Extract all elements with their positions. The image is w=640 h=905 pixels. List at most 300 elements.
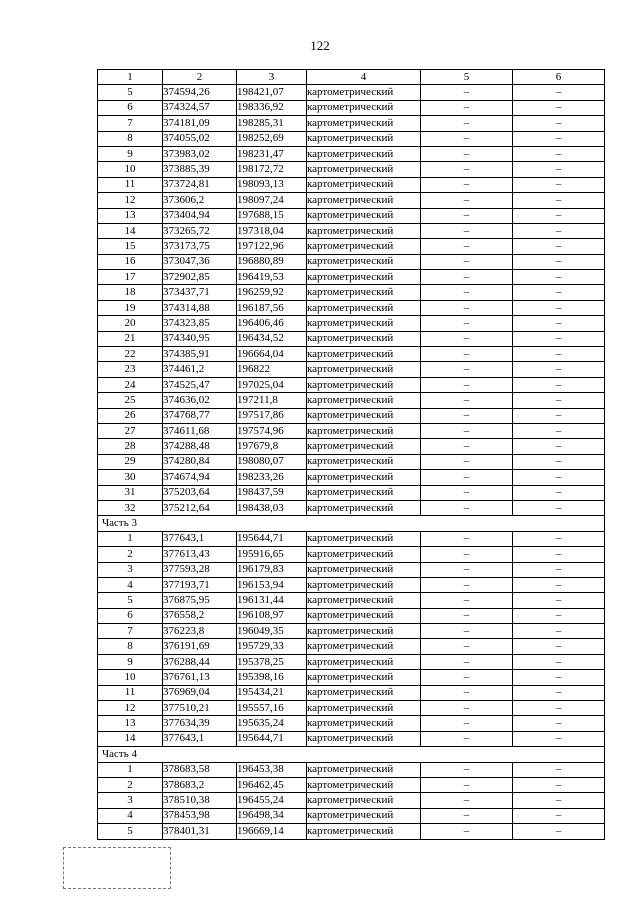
table-cell: – — [421, 470, 513, 485]
table-cell: 12 — [98, 701, 163, 716]
table-cell: 197688,15 — [237, 208, 307, 223]
table-cell: картометрический — [307, 824, 421, 839]
table-cell: – — [513, 254, 605, 269]
table-row — [98, 500, 605, 515]
table-row — [98, 454, 605, 469]
table-cell: 195644,71 — [237, 731, 307, 746]
table-cell: – — [421, 177, 513, 192]
table-cell: 197517,86 — [237, 408, 307, 423]
table-cell: картометрический — [307, 439, 421, 454]
table-cell: 377634,39 — [163, 716, 237, 731]
section-title-row — [98, 747, 605, 762]
table-cell: – — [421, 716, 513, 731]
table-cell: 17 — [98, 270, 163, 285]
table-row — [98, 223, 605, 238]
table-cell: – — [513, 239, 605, 254]
table-cell: – — [513, 223, 605, 238]
table-cell: 374525,47 — [163, 377, 237, 392]
table-cell: картометрический — [307, 500, 421, 515]
table-cell: 374324,57 — [163, 100, 237, 115]
table-cell: – — [513, 470, 605, 485]
document-stamp — [63, 847, 171, 889]
table-cell: картометрический — [307, 454, 421, 469]
table-cell: 377643,1 — [163, 731, 237, 746]
table-cell: 196498,34 — [237, 808, 307, 823]
table-cell: картометрический — [307, 531, 421, 546]
table-row — [98, 285, 605, 300]
table-row — [98, 639, 605, 654]
table-cell: 373885,39 — [163, 162, 237, 177]
table-cell: картометрический — [307, 100, 421, 115]
table-cell: картометрический — [307, 762, 421, 777]
table-cell: – — [513, 454, 605, 469]
table-row — [98, 146, 605, 161]
table-cell: картометрический — [307, 423, 421, 438]
table-cell: картометрический — [307, 393, 421, 408]
table-cell: картометрический — [307, 208, 421, 223]
table-cell: картометрический — [307, 177, 421, 192]
table-header-row — [98, 70, 605, 85]
table-cell: – — [513, 716, 605, 731]
table-cell: картометрический — [307, 685, 421, 700]
table-cell: 3 — [98, 562, 163, 577]
table-cell: 378453,98 — [163, 808, 237, 823]
table-cell: 9 — [98, 654, 163, 669]
table-cell: – — [513, 85, 605, 100]
table-cell: картометрический — [307, 239, 421, 254]
page-number: 122 — [310, 38, 330, 53]
table-cell: – — [421, 654, 513, 669]
table-cell: 374181,09 — [163, 116, 237, 131]
table-cell: 197318,04 — [237, 223, 307, 238]
table-cell: картометрический — [307, 608, 421, 623]
table-cell: 376875,95 — [163, 593, 237, 608]
table-cell: картометрический — [307, 654, 421, 669]
table-cell: – — [421, 639, 513, 654]
table-cell: – — [513, 808, 605, 823]
table-cell: 29 — [98, 454, 163, 469]
table-cell: 378683,2 — [163, 777, 237, 792]
table-row — [98, 685, 605, 700]
table-cell: картометрический — [307, 701, 421, 716]
table-cell: – — [513, 208, 605, 223]
table-cell: – — [513, 347, 605, 362]
table-cell: – — [513, 131, 605, 146]
table-cell: – — [421, 316, 513, 331]
table-cell: 13 — [98, 208, 163, 223]
table-cell: 6 — [98, 100, 163, 115]
table-cell: 4 — [98, 808, 163, 823]
table-cell: 196453,38 — [237, 762, 307, 777]
table-cell: – — [513, 177, 605, 192]
table-cell: 195644,71 — [237, 531, 307, 546]
table-cell: – — [513, 531, 605, 546]
table-cell: картометрический — [307, 223, 421, 238]
table-cell: – — [421, 500, 513, 515]
table-cell: 3 — [98, 793, 163, 808]
table-row — [98, 300, 605, 315]
table-row — [98, 331, 605, 346]
table-cell: – — [421, 439, 513, 454]
table-cell: 4 — [98, 577, 163, 592]
table-cell: – — [421, 593, 513, 608]
table-cell: – — [421, 824, 513, 839]
table-cell: картометрический — [307, 131, 421, 146]
table-row — [98, 485, 605, 500]
table-row — [98, 624, 605, 639]
table-cell: – — [421, 270, 513, 285]
table-cell: 196187,56 — [237, 300, 307, 315]
table-cell: – — [421, 777, 513, 792]
table-cell: картометрический — [307, 85, 421, 100]
table-cell: картометрический — [307, 793, 421, 808]
table-cell: 198233,26 — [237, 470, 307, 485]
table-cell: 196822 — [237, 362, 307, 377]
table-cell: 377643,1 — [163, 531, 237, 546]
table-cell: – — [513, 685, 605, 700]
table-cell: картометрический — [307, 593, 421, 608]
table-cell: 378401,31 — [163, 824, 237, 839]
table-cell: – — [513, 316, 605, 331]
table-cell: – — [421, 347, 513, 362]
table-cell: – — [421, 562, 513, 577]
table-cell: – — [513, 393, 605, 408]
table-cell: – — [421, 85, 513, 100]
table-cell: – — [421, 577, 513, 592]
table-cell: картометрический — [307, 162, 421, 177]
table-cell: – — [513, 731, 605, 746]
table-cell: 376558,2 — [163, 608, 237, 623]
table-cell: картометрический — [307, 485, 421, 500]
table-row — [98, 654, 605, 669]
table-cell: 14 — [98, 731, 163, 746]
table-cell: картометрический — [307, 254, 421, 269]
table-cell: – — [513, 670, 605, 685]
table-cell: 196664,04 — [237, 347, 307, 362]
table-cell: 8 — [98, 639, 163, 654]
table-cell: 376761,13 — [163, 670, 237, 685]
table-cell: 374385,91 — [163, 347, 237, 362]
table-row — [98, 470, 605, 485]
table-cell: 374280,84 — [163, 454, 237, 469]
table-cell: картометрический — [307, 270, 421, 285]
table-cell: картометрический — [307, 470, 421, 485]
coordinates-table — [97, 69, 605, 840]
column-header: 1 — [98, 70, 163, 85]
table-cell: картометрический — [307, 347, 421, 362]
table-cell: 195378,25 — [237, 654, 307, 669]
table-cell: 28 — [98, 439, 163, 454]
table-cell: 373724,81 — [163, 177, 237, 192]
table-cell: 376223,8 — [163, 624, 237, 639]
table-row — [98, 85, 605, 100]
table-cell: – — [513, 362, 605, 377]
table-cell: – — [421, 808, 513, 823]
table-cell: 14 — [98, 223, 163, 238]
table-cell: – — [513, 577, 605, 592]
table-cell: 21 — [98, 331, 163, 346]
table-cell: 6 — [98, 608, 163, 623]
table-cell: 18 — [98, 285, 163, 300]
table-cell: 372902,85 — [163, 270, 237, 285]
table-cell: 198285,31 — [237, 116, 307, 131]
table-cell: 373265,72 — [163, 223, 237, 238]
section-title-row — [98, 516, 605, 531]
table-cell: 11 — [98, 177, 163, 192]
table-cell: картометрический — [307, 808, 421, 823]
table-cell: 377510,21 — [163, 701, 237, 716]
table-cell: – — [421, 162, 513, 177]
table-cell: 195398,16 — [237, 670, 307, 685]
table-cell: 198438,03 — [237, 500, 307, 515]
table-row — [98, 239, 605, 254]
table-cell: – — [513, 116, 605, 131]
table-cell: 377193,71 — [163, 577, 237, 592]
table-cell: 16 — [98, 254, 163, 269]
table-cell: картометрический — [307, 362, 421, 377]
table-cell: 2 — [98, 777, 163, 792]
table-row — [98, 808, 605, 823]
table-cell: – — [421, 393, 513, 408]
table-cell: картометрический — [307, 562, 421, 577]
table-cell: 374611,68 — [163, 423, 237, 438]
table-cell: – — [513, 824, 605, 839]
table-cell: 196406,46 — [237, 316, 307, 331]
table-cell: – — [513, 146, 605, 161]
table-cell: – — [513, 423, 605, 438]
table-cell: 11 — [98, 685, 163, 700]
table-cell: картометрический — [307, 624, 421, 639]
table-cell: – — [513, 793, 605, 808]
table-cell: – — [421, 131, 513, 146]
table-cell: 196434,52 — [237, 331, 307, 346]
table-cell: 5 — [98, 824, 163, 839]
table-cell: 195916,65 — [237, 547, 307, 562]
table-row — [98, 393, 605, 408]
table-cell: картометрический — [307, 639, 421, 654]
table-row — [98, 347, 605, 362]
table-cell: 198252,69 — [237, 131, 307, 146]
table-cell: – — [421, 208, 513, 223]
table-cell: – — [421, 116, 513, 131]
table-cell: 12 — [98, 193, 163, 208]
table-cell: 377613,43 — [163, 547, 237, 562]
table-cell: 13 — [98, 716, 163, 731]
table-cell: – — [421, 239, 513, 254]
table-cell: 7 — [98, 624, 163, 639]
table-cell: картометрический — [307, 731, 421, 746]
table-cell: – — [513, 377, 605, 392]
table-cell: – — [421, 377, 513, 392]
table-cell: – — [421, 100, 513, 115]
table-cell: – — [513, 300, 605, 315]
table-row — [98, 377, 605, 392]
table-cell: 27 — [98, 423, 163, 438]
table-cell: – — [421, 531, 513, 546]
section-title: Часть 3 — [98, 516, 605, 531]
table-cell: картометрический — [307, 146, 421, 161]
table-cell: 374594,26 — [163, 85, 237, 100]
table-row — [98, 439, 605, 454]
table-cell: картометрический — [307, 547, 421, 562]
table-cell: 195557,16 — [237, 701, 307, 716]
table-cell: 198231,47 — [237, 146, 307, 161]
table-cell: 376191,69 — [163, 639, 237, 654]
table-cell: 26 — [98, 408, 163, 423]
table-cell: – — [421, 547, 513, 562]
table-cell: – — [513, 762, 605, 777]
table-row — [98, 116, 605, 131]
table-cell: – — [513, 608, 605, 623]
table-row — [98, 762, 605, 777]
table-cell: 198172,72 — [237, 162, 307, 177]
table-cell: 373606,2 — [163, 193, 237, 208]
table-cell: 373047,36 — [163, 254, 237, 269]
table-row — [98, 177, 605, 192]
table-cell: – — [421, 146, 513, 161]
table-cell: 19 — [98, 300, 163, 315]
table-cell: 196880,89 — [237, 254, 307, 269]
table-cell: 196179,83 — [237, 562, 307, 577]
table-cell: картометрический — [307, 777, 421, 792]
table-cell: 198421,07 — [237, 85, 307, 100]
table-cell: – — [513, 162, 605, 177]
table-row — [98, 193, 605, 208]
table-row — [98, 531, 605, 546]
table-cell: 198336,92 — [237, 100, 307, 115]
table-row — [98, 162, 605, 177]
table-cell: – — [513, 331, 605, 346]
table-cell: 30 — [98, 470, 163, 485]
table-cell: – — [421, 223, 513, 238]
table-cell: 374055,02 — [163, 131, 237, 146]
table-cell: – — [421, 731, 513, 746]
table-cell: 1 — [98, 762, 163, 777]
column-header: 2 — [163, 70, 237, 85]
table-cell: 197122,96 — [237, 239, 307, 254]
table-row — [98, 793, 605, 808]
table-cell: 7 — [98, 116, 163, 131]
table-cell: – — [513, 500, 605, 515]
table-cell: 15 — [98, 239, 163, 254]
table-cell: – — [421, 624, 513, 639]
table-cell: – — [421, 454, 513, 469]
table-cell: – — [421, 423, 513, 438]
table-cell: 9 — [98, 146, 163, 161]
table-row — [98, 270, 605, 285]
table-row — [98, 716, 605, 731]
table-cell: 195434,21 — [237, 685, 307, 700]
table-cell: – — [513, 285, 605, 300]
table-cell: 196455,24 — [237, 793, 307, 808]
table-cell: 374323,85 — [163, 316, 237, 331]
table-cell: – — [513, 193, 605, 208]
table-cell: – — [513, 654, 605, 669]
table-row — [98, 362, 605, 377]
table-row — [98, 701, 605, 716]
table-cell: – — [513, 100, 605, 115]
table-cell: 374340,95 — [163, 331, 237, 346]
table-row — [98, 562, 605, 577]
table-row — [98, 608, 605, 623]
table-cell: – — [513, 777, 605, 792]
table-cell: – — [513, 408, 605, 423]
table-cell: – — [421, 608, 513, 623]
table-cell: 376969,04 — [163, 685, 237, 700]
table-cell: – — [513, 270, 605, 285]
table-cell: 23 — [98, 362, 163, 377]
table-row — [98, 731, 605, 746]
table-cell: 374288,48 — [163, 439, 237, 454]
table-cell: – — [421, 362, 513, 377]
table-cell: 373437,71 — [163, 285, 237, 300]
table-cell: – — [513, 439, 605, 454]
table-cell: – — [513, 593, 605, 608]
table-cell: 32 — [98, 500, 163, 515]
table-cell: 8 — [98, 131, 163, 146]
table-cell: – — [421, 254, 513, 269]
table-cell: 374314,88 — [163, 300, 237, 315]
table-cell: 22 — [98, 347, 163, 362]
table-cell: – — [421, 701, 513, 716]
table-cell: 10 — [98, 670, 163, 685]
table-cell: 373173,75 — [163, 239, 237, 254]
table-cell: – — [513, 701, 605, 716]
table-cell: – — [421, 285, 513, 300]
table-cell: 196259,92 — [237, 285, 307, 300]
table-row — [98, 670, 605, 685]
table-row — [98, 824, 605, 839]
table-cell: картометрический — [307, 377, 421, 392]
table-cell: 10 — [98, 162, 163, 177]
table-cell: 198437,59 — [237, 485, 307, 500]
table-cell: 197025,04 — [237, 377, 307, 392]
table-cell: 198093,13 — [237, 177, 307, 192]
table-cell: картометрический — [307, 331, 421, 346]
table-cell: 378683,58 — [163, 762, 237, 777]
column-header: 3 — [237, 70, 307, 85]
table-cell: 2 — [98, 547, 163, 562]
column-header: 6 — [513, 70, 605, 85]
table-cell: 20 — [98, 316, 163, 331]
table-cell: 198097,24 — [237, 193, 307, 208]
table-cell: 1 — [98, 531, 163, 546]
table-cell: – — [513, 639, 605, 654]
table-cell: 374768,77 — [163, 408, 237, 423]
table-cell: – — [421, 408, 513, 423]
table-row — [98, 547, 605, 562]
table-cell: картометрический — [307, 300, 421, 315]
table-body — [98, 85, 605, 839]
table-cell: картометрический — [307, 670, 421, 685]
table-cell: 196462,45 — [237, 777, 307, 792]
table-cell: картометрический — [307, 193, 421, 208]
table-row — [98, 100, 605, 115]
table-row — [98, 777, 605, 792]
table-row — [98, 408, 605, 423]
table-cell: 196131,44 — [237, 593, 307, 608]
table-cell: 31 — [98, 485, 163, 500]
table-cell: 374674,94 — [163, 470, 237, 485]
column-header: 5 — [421, 70, 513, 85]
table-cell: картометрический — [307, 116, 421, 131]
table-cell: 24 — [98, 377, 163, 392]
table-cell: картометрический — [307, 285, 421, 300]
table-cell: 5 — [98, 593, 163, 608]
table-row — [98, 423, 605, 438]
table-cell: картометрический — [307, 577, 421, 592]
table-cell: – — [513, 547, 605, 562]
